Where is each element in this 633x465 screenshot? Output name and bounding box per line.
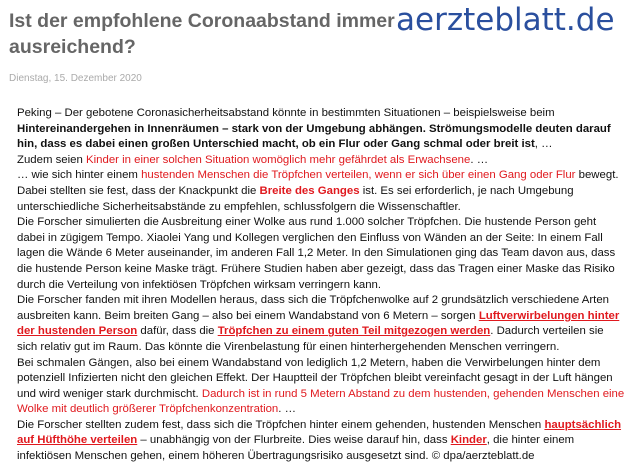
hip-text-1: Die Forscher stellten zudem fest, dass sich die Tröpfchen hinter einem gehenden, hustenden Menschen (17, 418, 545, 431)
narrow-highlight: Dadurch ist in rund 5 Metern Abstand zu dem hustenden, gehenden Menschen eine Wolke mit deutlich größerer Tröpfchenkonzentration (17, 387, 625, 416)
paragraph-corridor (17, 168, 625, 215)
hip-text-2: – unabhängig von der Flurbreite. Dies weise darauf hin, dass (137, 434, 451, 447)
intro-ellipsis: , … (534, 138, 553, 151)
wide-highlight-droplets: Tröpfchen zu einem guten Teil mitgezogen werden (217, 325, 491, 338)
narrow-text: Bei schmalen Gängen, also bei einem Wandabstand von lediglich 1,2 Metern, haben die Verwirbelungen hinter dem potenziell Infizierten nicht den gleichen Effekt. Der Hauptteil der Tröpfchen bleibt vereinfacht gesagt in der Luft hängen und wird weniger stark durchmischt. (17, 356, 613, 400)
article-body (17, 106, 625, 465)
hip-text-3: , die hinter einem infektiösen Menschen gehen, einem höheren Übertragungsrisiko ausgesetzt sind. © dpa/aerzteblatt.de (17, 434, 575, 463)
paragraph-hip-height (17, 418, 625, 465)
wide-text-1: Die Forscher fanden mit ihren Modellen heraus, dass sich die Tröpfchenwolke auf 2 grundsätzlich verschiedene Arten ausbreiten kann. Beim breiten Gang – also bei einem Wandabstand von 6 Metern – sorgen (17, 294, 610, 322)
intro-bold-text: Hintereinandergehen in Innenräumen – stark von der Umgebung abhängen. Strömungsmodelle deuten darauf hin, dass es dabei einen großen Unterschied macht, ob ein Flur oder Gang schmal oder breit ist (17, 122, 611, 151)
wide-highlight-turbulence: Luftverwirbelungen hinter der hustenden Person (17, 309, 620, 338)
paragraph-wide-corridor (17, 293, 625, 355)
paragraph-narrow-corridor (17, 356, 625, 418)
intro-text: Peking – Der gebotene Coronasicherheitsabstand könnte in bestimmten Situationen – beispielsweise beim (17, 107, 555, 119)
corridor-text-2: bewegt. Dabei stellten sie fest, dass der Knackpunkt die (17, 169, 619, 197)
wide-text-2: dafür, dass die (137, 325, 218, 338)
article-headline: Ist der empfohlene Coronaabstand immer ausreichend? (9, 10, 395, 58)
children-ellipsis: . … (470, 153, 489, 166)
children-highlight: Kinder in einer solchen Situation womöglich mehr gefährdet als Erwachsene (86, 153, 471, 166)
paragraph-intro (17, 106, 625, 153)
article-date: Dienstag, 15. Dezember 2020 (9, 73, 142, 84)
wide-text-3: . Dadurch verteilen sie sich relativ gut im Raum. Das könnte die Virenbelastung für einen hinterhergehenden Menschen verringern. (17, 325, 604, 353)
narrow-ellipsis: . … (278, 403, 297, 416)
corridor-highlight: hustenden Menschen die Tröpfchen verteilen, wenn er sich über einen Gang oder Flur (141, 169, 576, 182)
brand-logo-text[interactable]: aerzteblatt.de (396, 2, 615, 38)
paragraph-children (17, 153, 625, 169)
paragraph-simulation: Die Forscher simulierten die Ausbreitung einer Wolke aus rund 1.000 solcher Tröpfchen. Die hustende Person geht dabei in zügigem Tempo. Xiaolei Yang und Kollegen verglichen den Einfluss von Wänden an der Seite: In einem Fall lagen die Wände 6 Meter auseinander, im anderen Fall 1,2 Meter. In den Simulationen ging das Team davon aus, dass die hustende Person keine Maske trägt. Frühere Studien haben aber gezeigt, dass das Tragen einer Maske das Risiko durch die Verteilung von infektiösen Tröpfchen wirksam verringern kann. (17, 216, 616, 291)
hip-children-highlight: Kinder (450, 434, 487, 447)
corridor-text-3: ist. Es sei erforderlich, je nach Umgebung unterschiedliche Sicherheitsabstände zu empfehlen, schlussfolgern die Wissenschaftler. (17, 184, 574, 213)
corridor-width-highlight: Breite des Ganges (259, 184, 360, 197)
corridor-text-1: … wie sich hinter einem (17, 169, 142, 182)
children-text: Zudem seien (17, 153, 87, 166)
hip-highlight: hauptsächlich auf Hüfthöhe verteilen (17, 418, 622, 447)
